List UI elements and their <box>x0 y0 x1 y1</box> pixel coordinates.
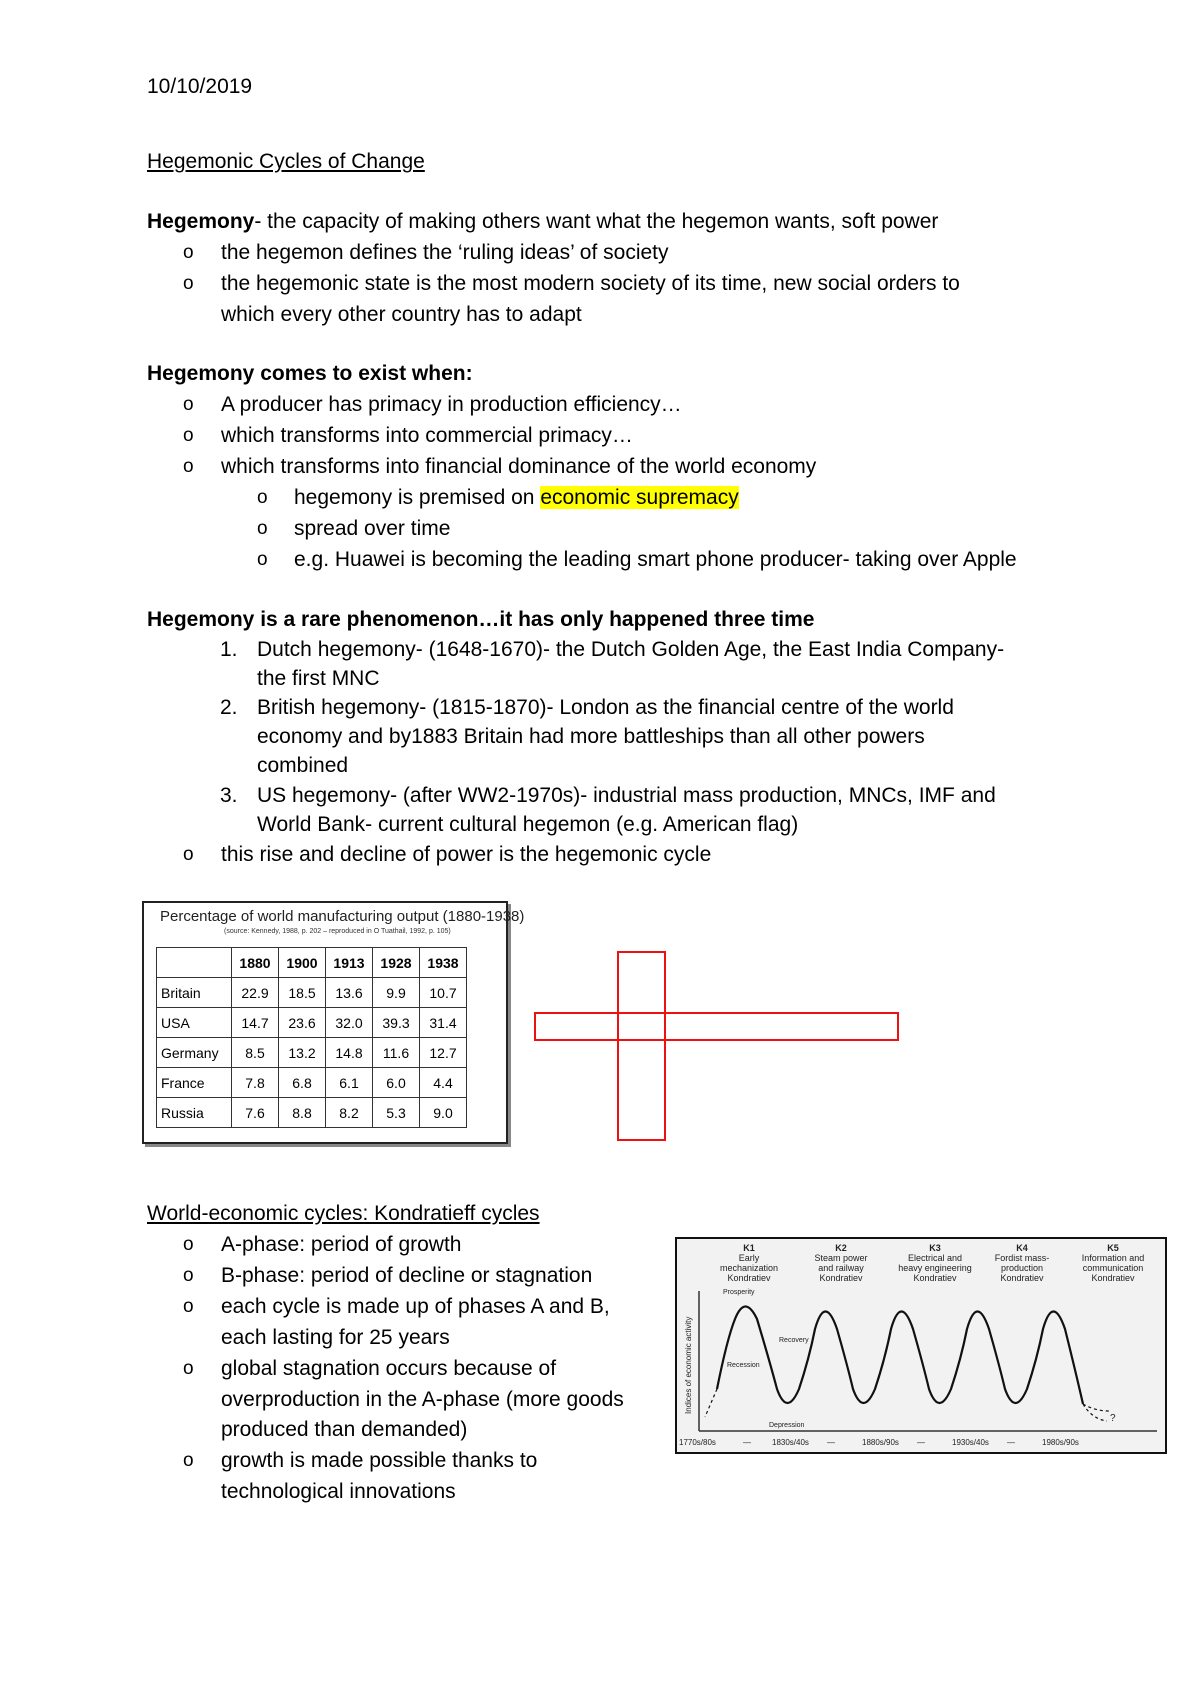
wave-curve <box>717 1307 1083 1405</box>
value-cell: 14.7 <box>232 1008 279 1038</box>
wave-label: heavy engineering <box>898 1263 972 1273</box>
value-cell: 6.0 <box>373 1068 420 1098</box>
list-number: 1. <box>220 638 238 661</box>
x-tick-label: 1830s/40s <box>772 1438 809 1447</box>
wave-label: communication <box>1082 1263 1144 1273</box>
definition-bullet: the hegemonic state is the most modern society of its time, new social orders to <box>221 272 960 295</box>
table-title: Percentage of world manufacturing output (1880-1938) <box>160 908 525 925</box>
wave-label: Fordist mass- <box>994 1253 1050 1263</box>
definition-line <box>147 208 938 236</box>
cycles-bullet: global stagnation occurs because of <box>221 1357 557 1380</box>
bullet-marker: o <box>183 425 194 446</box>
list-item-continued: combined <box>257 754 349 777</box>
cycles-bullet: B-phase: period of decline or stagnation <box>221 1264 593 1287</box>
sub-bullet-text: hegemony is premised on <box>294 486 541 509</box>
manufacturing-table-image <box>142 901 525 1144</box>
definition-bullet: the hegemon defines the ‘ruling ideas’ of society <box>221 241 669 264</box>
list-item: British hegemony- (1815-1870)- London as the financial centre of the world <box>257 696 954 719</box>
sub-bullet-marker: o <box>257 487 268 508</box>
bullet-marker: o <box>183 1265 194 1286</box>
value-cell: 8.8 <box>279 1098 326 1128</box>
year-header: 1913 <box>326 948 373 978</box>
sub-bullet-marker: o <box>257 549 268 570</box>
value-cell: 31.4 <box>420 1008 467 1038</box>
table-row <box>157 1068 467 1098</box>
phase-label: Recession <box>727 1362 760 1369</box>
value-cell: 8.2 <box>326 1098 373 1128</box>
cycles-bullet-continued: overproduction in the A-phase (more goods <box>221 1388 624 1411</box>
wave-label: Kondratiev <box>727 1273 771 1283</box>
list-item: Dutch hegemony- (1648-1670)- the Dutch Golden Age, the East India Company- <box>257 638 1005 661</box>
section-heading-exists: Hegemony comes to exist when: <box>147 362 473 385</box>
x-tick-separator: — <box>917 1438 925 1447</box>
wave-code: K3 <box>929 1243 941 1253</box>
table-row <box>157 1008 467 1038</box>
value-cell: 6.1 <box>326 1068 373 1098</box>
table-row <box>157 1098 467 1128</box>
bullet-marker: o <box>183 844 194 865</box>
value-cell: 4.4 <box>420 1068 467 1098</box>
wave-dashed-future <box>1083 1404 1109 1421</box>
manufacturing-table <box>156 947 467 1128</box>
value-cell: 7.6 <box>232 1098 279 1128</box>
country-cell: France <box>157 1068 232 1098</box>
year-header: 1880 <box>232 948 279 978</box>
wave-code: K5 <box>1107 1243 1119 1253</box>
cycles-bullet-continued: each lasting for 25 years <box>221 1326 450 1349</box>
wave-dashed-start <box>705 1389 717 1417</box>
kondratieff-waves-drawing <box>677 1239 1165 1452</box>
definition-text: - the capacity of making others want what the hegemon wants, soft power <box>254 210 939 233</box>
highlighted-term: economic supremacy <box>540 486 739 509</box>
table-row <box>157 1038 467 1068</box>
wave-label: Information and <box>1081 1253 1145 1263</box>
phase-label: Recovery <box>779 1337 809 1344</box>
value-cell: 39.3 <box>373 1008 420 1038</box>
page-title: Hegemonic Cycles of Change <box>147 150 425 173</box>
bullet-marker: o <box>183 1358 194 1379</box>
value-cell: 13.2 <box>279 1038 326 1068</box>
wave-label: Kondratiev <box>913 1273 957 1283</box>
wave-label: and railway <box>818 1263 864 1273</box>
exists-sub-bullet <box>294 484 739 512</box>
country-cell: Britain <box>157 978 232 1008</box>
exists-bullet: which transforms into commercial primacy… <box>221 424 633 447</box>
list-number: 3. <box>220 784 238 807</box>
wave-code: K2 <box>835 1243 847 1253</box>
bullet-marker: o <box>183 1450 194 1471</box>
table-source: (source: Kennedy, 1988, p. 202 – reproduced in O Tuathail, 1992, p. 105) <box>224 928 451 935</box>
bullet-marker: o <box>183 1296 194 1317</box>
value-cell: 32.0 <box>326 1008 373 1038</box>
country-cell: Germany <box>157 1038 232 1068</box>
definition-bullet-continued: which every other country has to adapt <box>221 303 582 326</box>
phase-label: Prosperity <box>723 1289 755 1296</box>
value-cell: 9.0 <box>420 1098 467 1128</box>
exists-sub-bullet: spread over time <box>294 517 451 540</box>
value-cell: 7.8 <box>232 1068 279 1098</box>
cycles-bullet: growth is made possible thanks to <box>221 1449 538 1472</box>
bullet-marker: o <box>183 273 194 294</box>
date: 10/10/2019 <box>147 75 253 98</box>
x-tick-label: 1980s/90s <box>1042 1438 1079 1447</box>
value-cell: 9.9 <box>373 978 420 1008</box>
list-item-continued: the first MNC <box>257 667 380 690</box>
red-cross-horizontal-bar <box>534 1012 899 1041</box>
phase-label: Depression <box>769 1422 805 1429</box>
wave-label: Kondratiev <box>1000 1273 1044 1283</box>
wave-label: mechanization <box>719 1263 779 1273</box>
definition-term: Hegemony <box>147 210 255 233</box>
table-row <box>157 978 467 1008</box>
exists-bullet: A producer has primacy in production efficiency… <box>221 393 682 416</box>
table-header-row <box>157 948 467 978</box>
bullet-marker: o <box>183 456 194 477</box>
value-cell: 8.5 <box>232 1038 279 1068</box>
country-cell: Russia <box>157 1098 232 1128</box>
bullet-marker: o <box>183 394 194 415</box>
red-cross-vertical-bar <box>617 951 666 1141</box>
exists-sub-bullet: e.g. Huawei is becoming the leading smart phone producer- taking over Apple <box>294 548 1017 571</box>
wave-label: Early <box>738 1253 760 1263</box>
x-tick-label: 1930s/40s <box>952 1438 989 1447</box>
value-cell: 14.8 <box>326 1038 373 1068</box>
cycles-bullet-continued: produced than demanded) <box>221 1418 468 1441</box>
cycles-bullet: each cycle is made up of phases A and B, <box>221 1295 610 1318</box>
bullet-marker: o <box>183 1234 194 1255</box>
value-cell: 18.5 <box>279 978 326 1008</box>
value-cell: 5.3 <box>373 1098 420 1128</box>
value-cell: 10.7 <box>420 978 467 1008</box>
x-tick-separator: — <box>743 1438 751 1447</box>
y-axis-label: Indices of economic activity <box>684 1316 693 1414</box>
section-heading-rare: Hegemony is a rare phenomenon…it has only happened three time <box>147 608 815 631</box>
kondratieff-waves-image <box>675 1237 1167 1454</box>
x-tick-separator: — <box>1007 1438 1015 1447</box>
wave-label: Electrical and <box>907 1253 963 1263</box>
exists-bullet: which transforms into financial dominance of the world economy <box>221 455 817 478</box>
cycles-heading: World-economic cycles: Kondratieff cycles <box>147 1202 540 1225</box>
cycles-bullet: A-phase: period of growth <box>221 1233 462 1256</box>
wave-label: Kondratiev <box>1091 1273 1135 1283</box>
sub-bullet-marker: o <box>257 518 268 539</box>
wave-code: K1 <box>743 1243 755 1253</box>
list-item-continued: World Bank- current cultural hegemon (e.g. American flag) <box>257 813 799 836</box>
year-header: 1928 <box>373 948 420 978</box>
year-header: 1938 <box>420 948 467 978</box>
country-cell: USA <box>157 1008 232 1038</box>
list-item: US hegemony- (after WW2-1970s)- industrial mass production, MNCs, IMF and <box>257 784 996 807</box>
value-cell: 12.7 <box>420 1038 467 1068</box>
list-number: 2. <box>220 696 238 719</box>
rare-closing-bullet: this rise and decline of power is the hegemonic cycle <box>221 843 712 866</box>
value-cell: 22.9 <box>232 978 279 1008</box>
value-cell: 6.8 <box>279 1068 326 1098</box>
wave-label: Steam power <box>814 1253 868 1263</box>
wave-label: Kondratiev <box>819 1273 863 1283</box>
value-cell: 13.6 <box>326 978 373 1008</box>
x-tick-label: 1770s/80s <box>679 1438 716 1447</box>
bullet-marker: o <box>183 242 194 263</box>
x-tick-label: 1880s/90s <box>862 1438 899 1447</box>
wave-code: K4 <box>1016 1243 1028 1253</box>
table-corner-cell <box>157 948 232 978</box>
cycles-bullet-continued: technological innovations <box>221 1480 456 1503</box>
wave-label: production <box>1000 1263 1044 1273</box>
x-tick-separator: — <box>827 1438 835 1447</box>
value-cell: 11.6 <box>373 1038 420 1068</box>
value-cell: 23.6 <box>279 1008 326 1038</box>
year-header: 1900 <box>279 948 326 978</box>
list-item-continued: economy and by1883 Britain had more battleships than all other powers <box>257 725 925 748</box>
question-mark: ? <box>1110 1413 1116 1424</box>
